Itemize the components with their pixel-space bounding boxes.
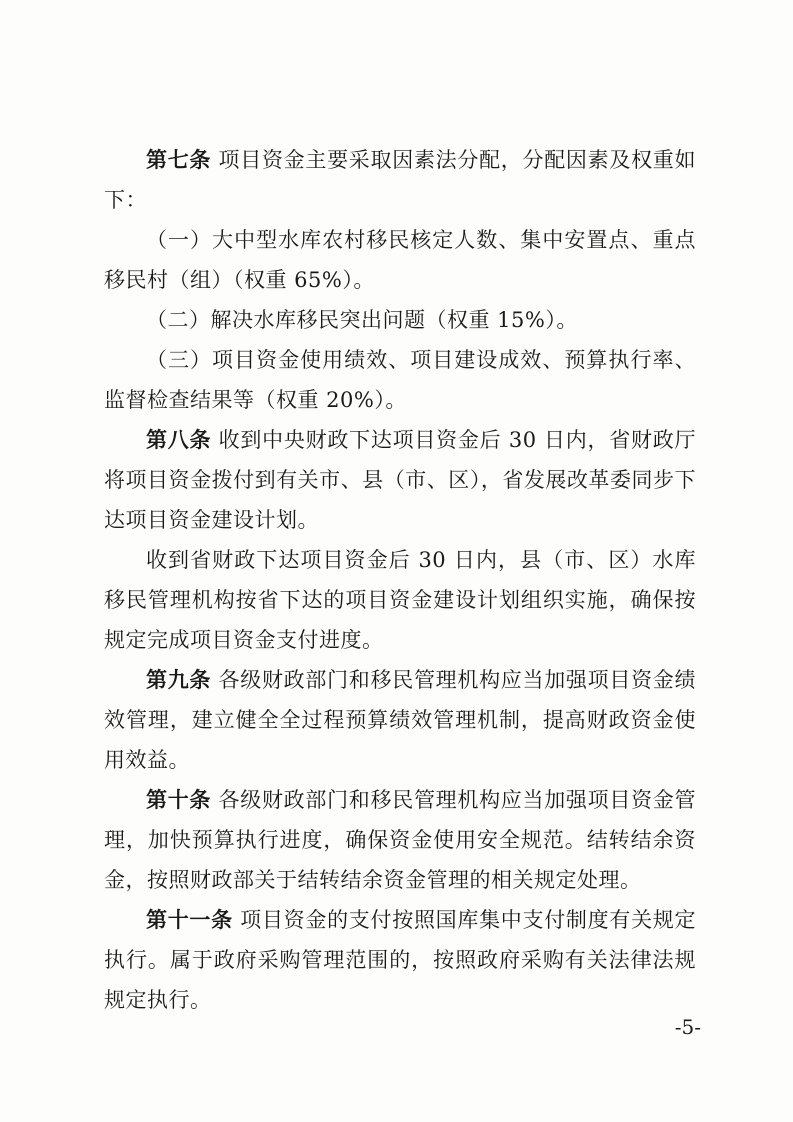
article-text: （三）项目资金使用绩效、项目建设成效、预算执行率、监督检查结果等（权重 20%）。 [104,348,696,412]
article-text: 项目资金的支付按照国库集中支付制度有关规定执行。属于政府采购管理范围的，按照政府采购有关法律法规规定执行。 [104,908,696,1012]
article-7-item-3 [104,340,696,420]
page-number: -5- [674,1015,701,1039]
article-heading: 第十一条 [146,908,233,932]
article-text: 收到中央财政下达项目资金后 30 日内，省财政厅将项目资金拨付到有关市、县（市、区），省发展改革委同步下达项目资金建设计划。 [104,428,696,532]
article-text: 收到省财政下达项目资金后 30 日内，县（市、区）水库移民管理机构按省下达的项目资金建设计划组织实施，确保按规定完成项目资金支付进度。 [104,548,696,652]
article-heading: 第九条 [146,668,212,692]
article-heading: 第八条 [146,428,212,452]
article-8 [104,420,696,540]
article-text: 各级财政部门和移民管理机构应当加强项目资金管理，加快预算执行进度，确保资金使用安全规范。结转结余资金，按照财政部关于结转结余资金管理的相关规定处理。 [104,788,696,892]
article-text: （一）大中型水库农村移民核定人数、集中安置点、重点移民村（组）（权重 65%）。 [104,228,696,292]
article-text: 各级财政部门和移民管理机构应当加强项目资金绩效管理，建立健全全过程预算绩效管理机制，提高财政资金使用效益。 [104,668,696,772]
document-body [104,140,696,1020]
article-text: 项目资金主要采取因素法分配，分配因素及权重如下： [104,148,696,212]
article-11 [104,900,696,1020]
article-7 [104,140,696,220]
article-text: （二）解决水库移民突出问题（权重 15%）。 [146,308,578,332]
article-heading: 第七条 [146,148,212,172]
article-7-item-2 [104,300,696,340]
article-7-item-1 [104,220,696,300]
article-10 [104,780,696,900]
article-heading: 第十条 [146,788,212,812]
article-8-para-2 [104,540,696,660]
article-9 [104,660,696,780]
